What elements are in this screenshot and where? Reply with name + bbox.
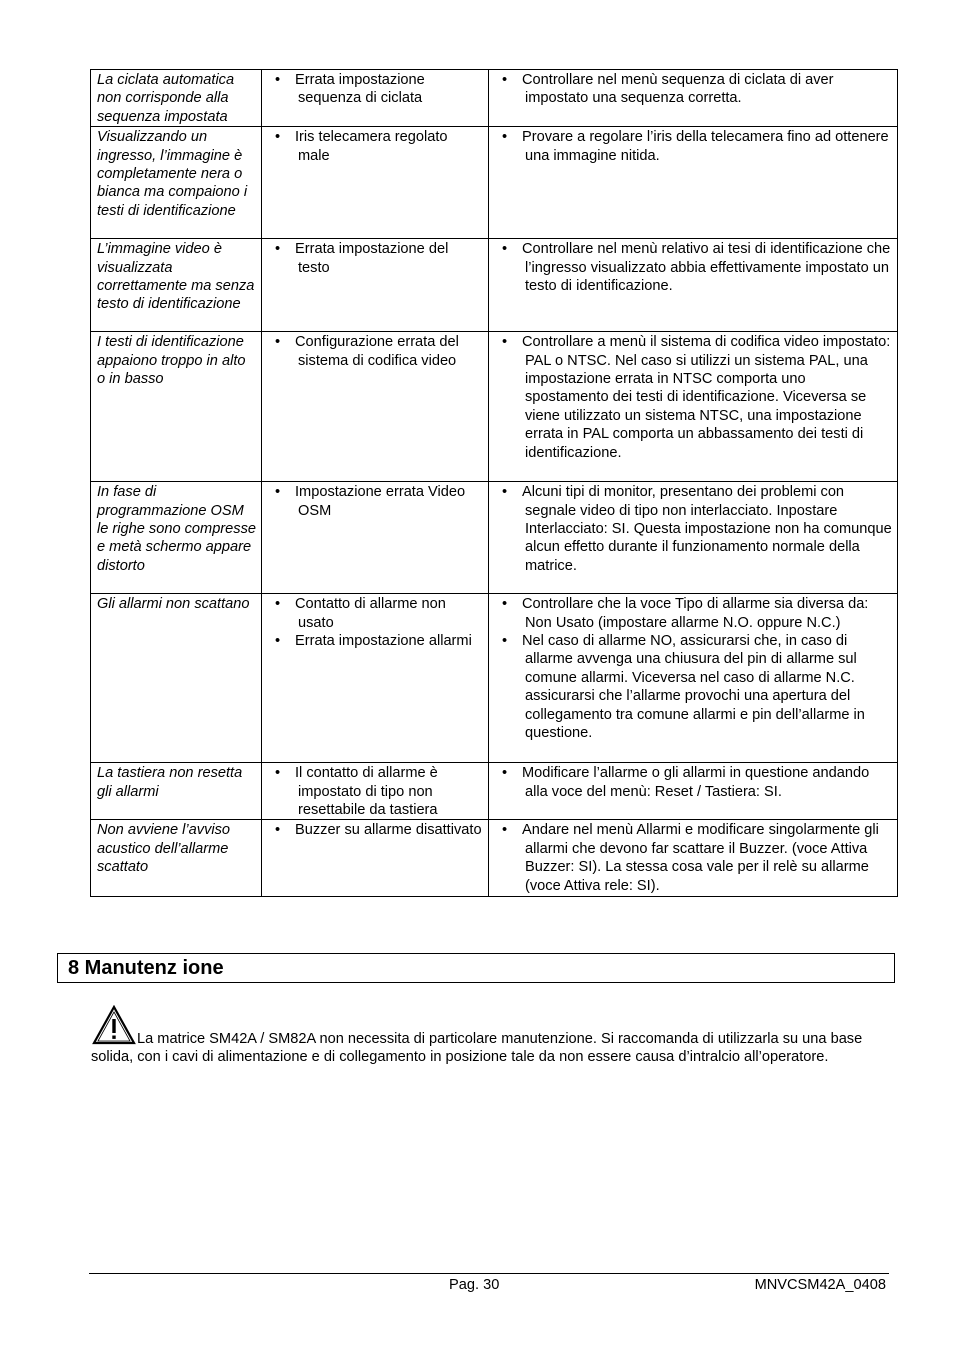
bullet-list [275,483,483,520]
troubleshooting-table [90,69,898,897]
problem-cell: In fase di programmazione OSM le righe sono compresse e metà schermo appare distorto [91,482,262,594]
table-row [91,239,898,332]
solution-cell [489,127,898,239]
solution-item: • Controllare che la voce Tipo di allarme sia diversa da: Non Usato (impostare allarme N.O. oppure N.C.) [502,595,892,632]
solution-item: • Controllare a menù il sistema di codifica video impostato: PAL o NTSC. Nel caso si utilizzi un sistema PAL, una impostazione errata in NTSC comporta uno spostamento dei testi di identificazione. Viceversa se viene utilizzato un sistema NTSC, una impostazione errata in PAL comporta un abbassamento dei testi di identificazione. [502,333,892,462]
cause-cell [262,332,489,482]
bullet-list [502,821,892,895]
solution-cell [489,820,898,897]
table-row [91,820,898,897]
cause-cell [262,70,489,127]
bullet-list [275,128,483,165]
solution-item: • Controllare nel menù sequenza di ciclata di aver impostato una sequenza corretta. [502,71,892,108]
section-heading-box [57,953,895,983]
solution-item: • Nel caso di allarme NO, assicurarsi che, in caso di allarme avvenga una chiusura del pin di allarme sul comune allarmi. Viceversa nel caso di allarme N.C. assicurarsi che l’allarme provochi una apertura del collegamento tra comune allarmi e pin dell’allarme in questione. [502,632,892,742]
solution-item: • Modificare l’allarme o gli allarmi in questione andando alla voce del menù: Reset / Tastiera: SI. [502,764,892,801]
solution-cell [489,763,898,820]
bullet-list [502,128,892,165]
cause-cell [262,239,489,332]
cause-cell [262,820,489,897]
bullet-list [502,483,892,575]
solution-cell [489,332,898,482]
cause-cell [262,763,489,820]
cause-item: • Errata impostazione del testo [275,240,483,277]
problem-cell: I testi di identificazione appaiono troppo in alto o in basso [91,332,262,482]
table-row [91,332,898,482]
cause-cell [262,482,489,594]
bullet-list [502,333,892,462]
problem-cell: La tastiera non resetta gli allarmi [91,763,262,820]
cause-item: • Errata impostazione sequenza di ciclata [275,71,483,108]
solution-item: • Provare a regolare l’iris della telecamera fino ad ottenere una immagine nitida. [502,128,892,165]
document-code: MNVCSM42A_0408 [754,1277,886,1293]
bullet-list [275,595,483,650]
bullet-list [275,764,483,819]
section-title: 8 Manutenz ione [68,957,224,979]
solution-item: • Controllare nel menù relativo ai tesi di identificazione che l’ingresso visualizzato abbia effettivamente impostato un testo di identificazione. [502,240,892,295]
problem-cell: L’immagine video è visualizzata correttamente ma senza testo di identificazione [91,239,262,332]
table-row [91,70,898,127]
solution-cell [489,239,898,332]
cause-cell [262,594,489,763]
cause-item: • Configurazione errata del sistema di codifica video [275,333,483,370]
cause-item: • Iris telecamera regolato male [275,128,483,165]
problem-cell: La ciclata automatica non corrisponde alla sequenza impostata [91,70,262,127]
solution-cell [489,70,898,127]
cause-item: • Buzzer su allarme disattivato [275,821,483,839]
bullet-list [502,240,892,295]
bullet-list [275,821,483,839]
page-number: Pag. 30 [449,1277,500,1293]
table-row [91,763,898,820]
footer-rule [89,1273,889,1274]
maintenance-text: La matrice SM42A / SM82A non necessita di particolare manutenzione. Si raccomanda di utilizzarla su una base solida, con i cavi di alimentazione e di collegamento in posizione tale da non essere causa d’intralcio all’operatore. [91,1031,863,1066]
bullet-list [275,240,483,277]
bullet-list [275,71,483,108]
bullet-list [502,764,892,801]
solution-cell [489,594,898,763]
solution-item: • Alcuni tipi di monitor, presentano dei problemi con segnale video di tipo non interlacciato. Inpostare Interlacciato: SI. Questa impostazione non ha comunque alcun effetto durante il funzionamento normale della matrice. [502,483,892,575]
bullet-list [502,595,892,742]
problem-cell: Visualizzando un ingresso, l’immagine è completamente nera o bianca ma compaiono i testi di identificazione [91,127,262,239]
solution-cell [489,482,898,594]
bullet-list [502,71,892,108]
table-row [91,594,898,763]
cause-item: • Errata impostazione allarmi [275,632,483,650]
table-row [91,127,898,239]
problem-cell: Non avviene l’avviso acustico dell’allarme scattato [91,820,262,897]
cause-item: • Il contatto di allarme è impostato di tipo non resettabile da tastiera [275,764,483,819]
problem-cell: Gli allarmi non scattano [91,594,262,763]
table-row [91,482,898,594]
bullet-list [275,333,483,370]
cause-item: • Contatto di allarme non usato [275,595,483,632]
cause-item: • Impostazione errata Video OSM [275,483,483,520]
cause-cell [262,127,489,239]
solution-item: • Andare nel menù Allarmi e modificare singolarmente gli allarmi che devono far scattare il Buzzer. (voce Attiva Buzzer: SI). La stessa cosa vale per il relè su allarme (voce Attiva rele: SI). [502,821,892,895]
